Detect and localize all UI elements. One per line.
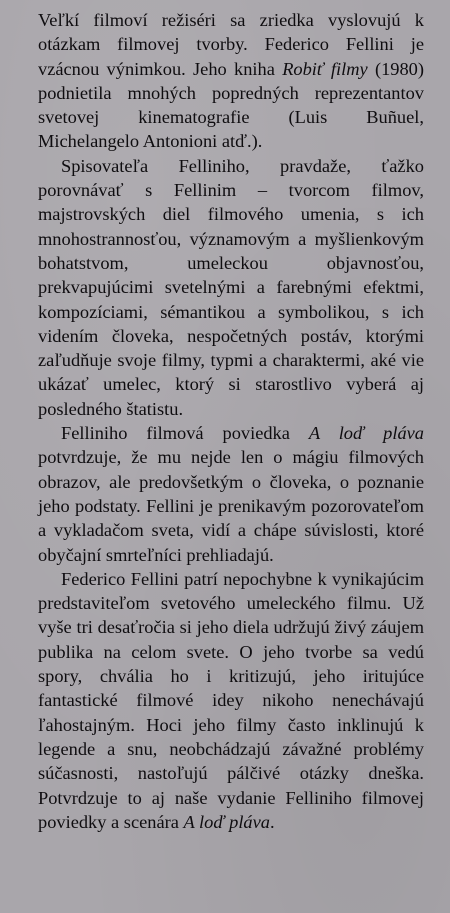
book-title-robit-filmy: Robiť filmy	[282, 58, 368, 79]
film-title-a-lod-plava: A loď pláva	[308, 423, 424, 444]
paragraph-1	[38, 8, 424, 154]
paragraph-3-text-2: potvrdzuje, že mu nejde len o mágiu filmových obrazov, ale predovšetkým o človeka, o poznanie jeho podstaty. Fellini je prenikavým pozorovateľom a vykladačom sveta, vidí a chápe súvislosti, ktoré obyčajní smrteľníci prehliadajú.	[38, 447, 424, 565]
paragraph-4-text-1: Federico Fellini patrí nepochybne k vynikajúcim predstaviteľom svetového umeleckého filmu. Už vyše tri desaťročia si jeho diela udržujú živý záujem publika na celom svete. O jeho tvorbe sa vedú spory, chvália ho i kritizujú, jeho iritujúce fantastické filmové idey nikoho nenechávajú ľahostajným. Hoci jeho filmy často inklinujú k legende a snu, neobchádzajú závažné problémy súčasnosti, nastoľujú pálčivé otázky dneška. Potvrdzuje to aj naše vydanie Felliniho filmovej poviedky a scenára	[38, 568, 424, 832]
paragraph-3	[38, 421, 424, 567]
paragraph-1-text-1: Veľkí filmoví režiséri sa zriedka vyslovujú k otázkam filmovej tvorby. Federico Fellini je vzácnou výnimkou. Jeho kniha	[38, 10, 424, 79]
paragraph-3-text-1: Felliniho filmová poviedka	[61, 423, 309, 444]
paragraph-4-text-2: .	[269, 811, 275, 832]
paragraph-2	[38, 154, 424, 421]
paragraph-2-text-1: Spisovateľa Felliniho, pravdaže, ťažko porovnávať s Fellinim – tvorcom filmov, majstrovských diel filmového umenia, s ich mnohostrannosťou, významovým a myšlienkovým bohatstvom, umeleckou objavnosťou, prekvapujúcimi svetelnými a farebnými efektmi, kompozíciami, sémantikou a symbolikou, s ich videním človeka, nespočetných postáv, ktorými zaľudňuje svoje filmy, typmi a charaktermi, aké vie ukázať umelec, ktorý si starostlivo vyberá aj posledného štatistu.	[38, 155, 424, 419]
paragraph-4	[38, 567, 424, 834]
film-title-a-lod-plava-2: A loď pláva	[183, 811, 270, 832]
paragraph-1-text-2: (1980) podnietila mnohých popredných reprezentantov svetovej kinematografie (Luis Buñuel, Michelangelo Antonioni atď.).	[38, 58, 424, 152]
